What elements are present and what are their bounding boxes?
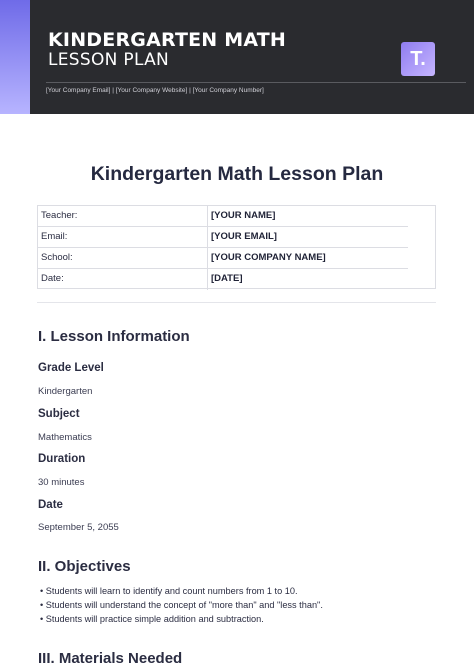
- cell-divider: [207, 248, 208, 269]
- info-value: [YOUR NAME]: [211, 210, 276, 221]
- banner-divider: [46, 82, 466, 83]
- info-label: Teacher:: [41, 210, 78, 221]
- objective-item: • Students will understand the concept of "more than" and "less than".: [40, 600, 323, 610]
- subject-value: Mathematics: [38, 432, 92, 443]
- objective-item: • Students will practice simple addition and subtraction.: [40, 614, 264, 624]
- info-row-school: [38, 248, 408, 269]
- materials-needed-heading: III. Materials Needed: [38, 650, 183, 667]
- company-contact-line: [Your Company Email] | [Your Company Website] | [Your Company Number]: [46, 87, 264, 94]
- cell-divider: [207, 227, 208, 248]
- info-value: [YOUR COMPANY NAME]: [211, 252, 326, 263]
- date-label: Date: [38, 499, 63, 511]
- info-value: [YOUR EMAIL]: [211, 231, 277, 242]
- duration-value: 30 minutes: [38, 477, 85, 488]
- date-value: September 5, 2055: [38, 522, 119, 533]
- teacher-info-table: [37, 205, 436, 289]
- info-value: [DATE]: [211, 273, 243, 284]
- banner-subtitle: LESSON PLAN: [48, 50, 170, 70]
- duration-label: Duration: [38, 453, 86, 465]
- lesson-information-heading: I. Lesson Information: [38, 328, 190, 345]
- info-row-teacher: [38, 206, 408, 227]
- objective-item: • Students will learn to identify and count numbers from 1 to 10.: [40, 586, 298, 596]
- cell-divider: [207, 206, 208, 227]
- info-row-date: [38, 269, 408, 290]
- banner-title: KINDERGARTEN MATH: [48, 29, 287, 51]
- document-title: Kindergarten Math Lesson Plan: [90, 163, 384, 185]
- objectives-heading: II. Objectives: [38, 558, 131, 575]
- cell-divider: [207, 269, 208, 290]
- section-divider: [37, 302, 436, 303]
- info-label: School:: [41, 252, 73, 263]
- grade-level-label: Grade Level: [38, 362, 104, 374]
- banner-accent-bar: [0, 0, 30, 114]
- subject-label: Subject: [38, 408, 80, 420]
- company-logo-icon: T.: [401, 42, 435, 76]
- info-row-email: [38, 227, 408, 248]
- info-label: Email:: [41, 231, 68, 242]
- grade-level-value: Kindergarten: [38, 386, 93, 397]
- info-label: Date:: [41, 273, 64, 284]
- header-banner: [0, 0, 474, 114]
